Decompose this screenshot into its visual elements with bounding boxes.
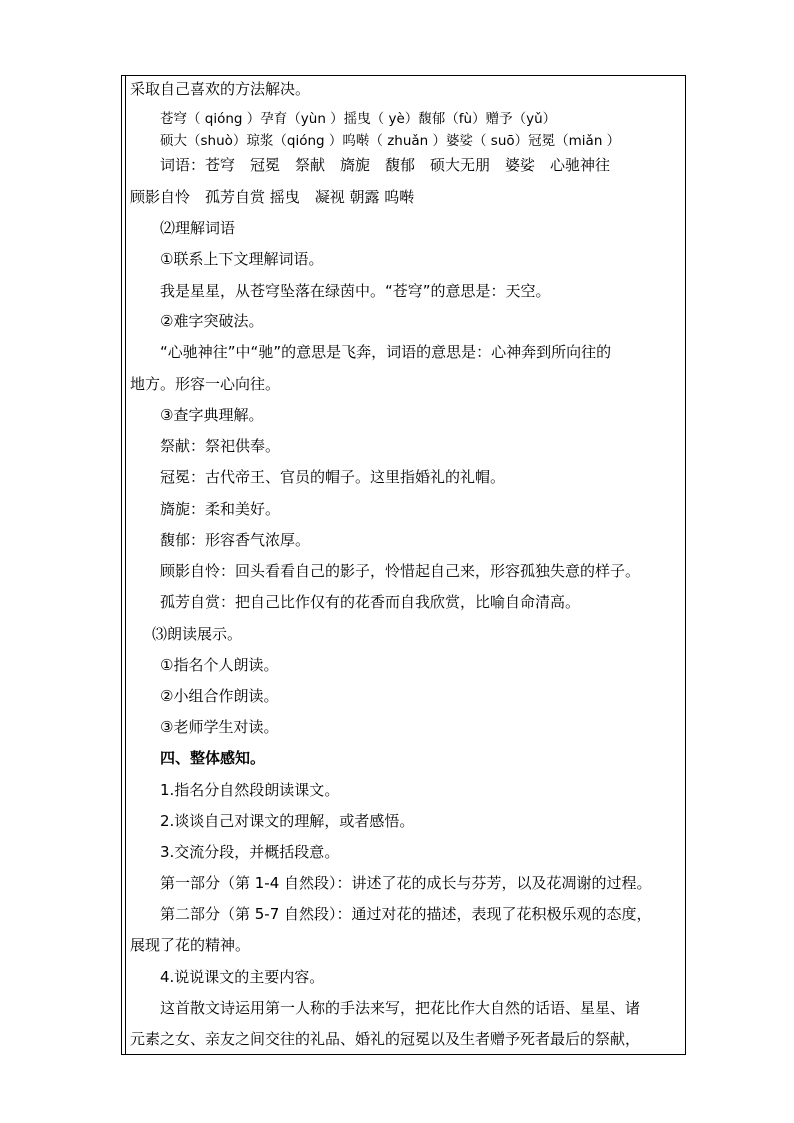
text-line: 旖旎：柔和美好。 [160,500,281,518]
text-line: ①指名个人朗读。 [160,656,279,674]
text-line: 展现了花的精神。 [130,936,251,954]
text-line: 我是星星，从苍穹坠落在绿茵中。“苍穹”的意思是：天空。 [160,282,551,300]
text-line: 元素之女、亲友之间交往的礼品、婚礼的冠冕以及生者赠予死者最后的祭献， [130,1030,641,1048]
vocab-line: 顾影自怜 孤芳自赏 摇曳 凝视 朝露 呜啭 [130,188,415,206]
text-line: 孤芳自赏：把自己比作仅有的花香而自我欣赏，比喻自命清高。 [160,593,581,611]
text-line: 第一部分（第 1-4 自然段）：讲述了花的成长与芬芳，以及花凋谢的过程。 [160,874,652,892]
section-heading: ⑶朗读展示。 [152,625,243,643]
section-heading: ⑵理解词语 [160,219,236,237]
text-line: ③老师学生对读。 [160,718,279,736]
text-line: 馥郁：形容香气浓厚。 [160,531,311,549]
text-line: ③查字典理解。 [160,406,264,424]
text-line: 4.说说课文的主要内容。 [160,968,325,986]
text-line: 第二部分（第 5-7 自然段）：通过对花的描述，表现了花积极乐观的态度， [160,905,652,923]
text-line: ②难字突破法。 [160,312,264,330]
table-left-column [121,75,126,1055]
text-line: ②小组合作朗读。 [160,687,279,705]
vocab-line: 词语：苍穹 冠冕 祭献 旖旎 馥郁 硕大无朋 婆娑 心驰神往 [160,156,611,174]
text-line: 地方。形容一心向往。 [130,375,281,393]
text-line: 顾影自怜：回头看看自己的影子，怜惜起自己来，形容孤独失意的样子。 [160,562,641,580]
section-heading: 四、整体感知。 [160,749,266,767]
text-line: “心驰神往”中“驰”的意思是飞奔，词语的意思是：心神奔到所向往的 [160,343,612,361]
text-line: 冠冕：古代帝王、官员的帽子。这里指婚礼的礼帽。 [160,468,506,486]
text-line: 这首散文诗运用第一人称的手法来写，把花比作大自然的话语、星星、诸 [160,999,641,1017]
text-line: 采取自己喜欢的方法解决。 [130,80,311,98]
text-line: 3.交流分段，并概括段意。 [160,843,340,861]
text-line: 1.指名分自然段朗读课文。 [160,781,340,799]
text-line: ①联系上下文理解词语。 [160,250,324,268]
pinyin-line: 苍穹（ qióng ）孕育（yùn ）摇曳（ yè）馥郁（fù）赠予（yǔ） [160,111,557,127]
text-line: 祭献：祭祀供奉。 [160,437,281,455]
text-line: 2.谈谈自己对课文的理解，或者感悟。 [160,812,415,830]
pinyin-line: 硕大（shuò）琼浆（qióng ）呜啭（ zhuǎn ）婆娑（ suō）冠冕（miǎn ） [160,133,621,149]
